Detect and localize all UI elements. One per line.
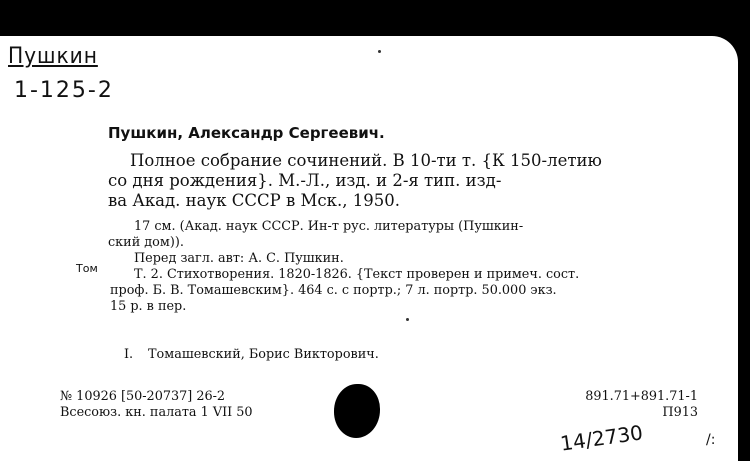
note-line-4: 15 р. в пер.: [110, 299, 187, 314]
title-line-1: Полное собрание сочинений. В 10-ти т. {К 150-летию: [130, 151, 602, 170]
handwritten-name: Пушкин: [8, 44, 98, 69]
series-line-2: ский дом)).: [108, 235, 184, 250]
footer-left-line-2: Всесоюз. кн. палата 1 VII 50: [60, 405, 253, 420]
title-line-2: со дня рождения}. М.-Л., изд. и 2-я тип. изд-: [108, 171, 502, 190]
handwritten-call-number: 1-125-2: [14, 78, 114, 103]
ink-blot: [334, 384, 380, 438]
added-entry-mark: I.: [124, 347, 134, 362]
footer-right-line-1: 891.71+891.71-1: [585, 389, 698, 404]
note-line-2: Т. 2. Стихотворения. 1820-1826. {Текст проверен и примеч. сост.: [134, 267, 580, 282]
catalog-card: [0, 36, 738, 461]
handwritten-corner-mark: /:: [706, 432, 716, 448]
title-line-3: ва Акад. наук СССР в Мск., 1950.: [108, 191, 400, 210]
series-line-1: 17 см. (Акад. наук СССР. Ин-т рус. литературы (Пушкин-: [134, 219, 524, 234]
note-line-1: Перед загл. авт: А. С. Пушкин.: [134, 251, 344, 266]
speck: [378, 50, 381, 53]
added-entry: Томашевский, Борис Викторович.: [148, 347, 379, 362]
footer-right-line-2: П913: [662, 405, 698, 420]
author-heading: Пушкин, Александр Сергеевич.: [108, 124, 385, 142]
footer-left-line-1: № 10926 [50-20737] 26-2: [60, 389, 226, 404]
speck: [406, 318, 409, 321]
note-line-3: проф. Б. В. Томашевским}. 464 с. с портр.; 7 л. портр. 50.000 экз.: [110, 283, 557, 298]
margin-mark: Том: [76, 262, 98, 275]
handwritten-corner-note: 14/2730: [558, 420, 645, 456]
